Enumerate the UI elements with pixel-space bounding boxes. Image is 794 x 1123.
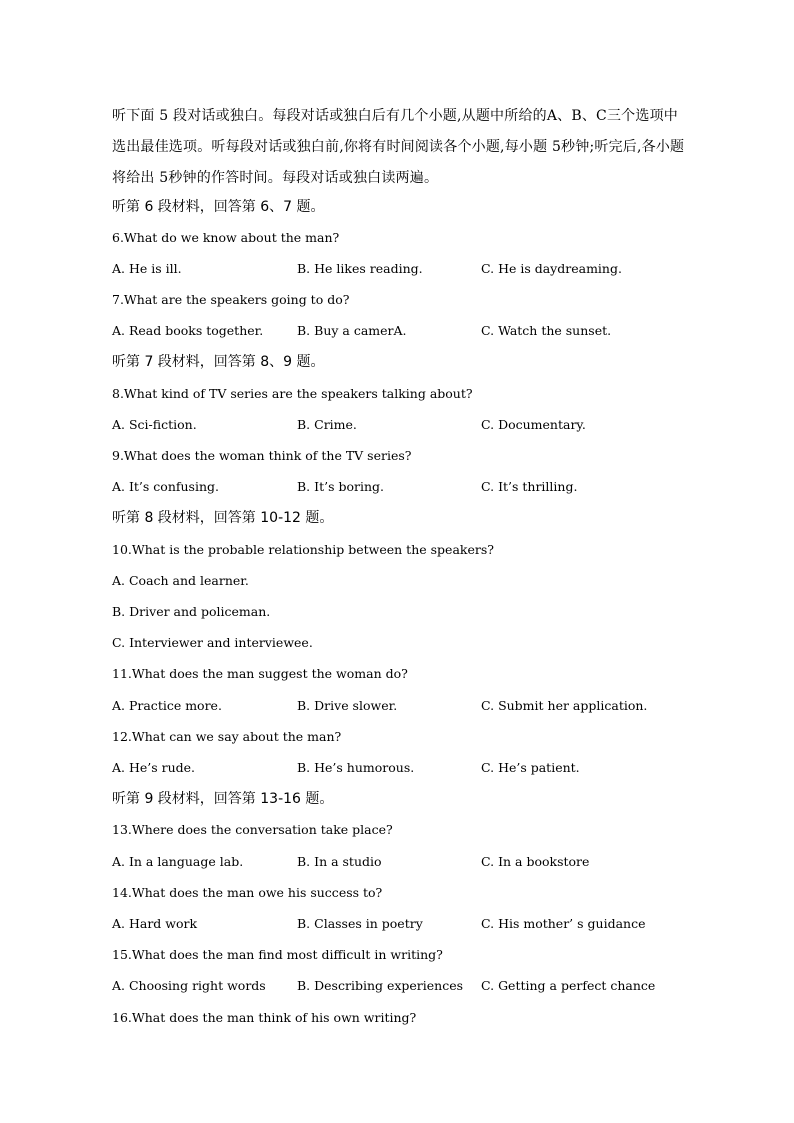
question-16-stem: 16.What does the man think of his own writing? [112, 1010, 417, 1025]
option-b: B. Crime. [297, 417, 357, 432]
question-14-stem: 14.What does the man owe his success to? [112, 885, 383, 900]
question-9-options [112, 477, 712, 497]
option-b: B. Buy a camerA. [297, 323, 407, 338]
section-heading-9: 听第 9 段材料，回答第 13-16 题。 [112, 791, 334, 807]
option-c: C. In a bookstore [481, 854, 590, 869]
section-heading-7: 听第 7 段材料，回答第 8、9 题。 [112, 354, 325, 370]
option-c: C. He’s patient. [481, 760, 580, 775]
question-12-options [112, 758, 712, 778]
question-10-stem: 10.What is the probable relationship between the speakers? [112, 542, 494, 557]
option-a: A. In a language lab. [112, 854, 244, 869]
question-11-options [112, 696, 712, 716]
question-7-options [112, 321, 712, 341]
question-10-option-a: A. Coach and learner. [112, 573, 249, 588]
option-c: C. Getting a perfect chance [481, 978, 656, 993]
option-c: C. Submit her application. [481, 698, 648, 713]
question-6-stem: 6.What do we know about the man? [112, 230, 340, 245]
question-10-option-b: B. Driver and policeman. [112, 604, 271, 619]
option-c: C. His mother’ s guidance [481, 916, 646, 931]
question-13-stem: 13.Where does the conversation take place? [112, 822, 393, 837]
option-a: A. It’s confusing. [112, 479, 219, 494]
question-14-options [112, 914, 712, 934]
question-13-options [112, 852, 712, 872]
option-a: A. Hard work [112, 916, 198, 931]
option-b: B. It’s boring. [297, 479, 384, 494]
question-15-stem: 15.What does the man find most difficult in writing? [112, 947, 443, 962]
option-a: A. He is ill. [112, 261, 182, 276]
question-8-options [112, 415, 712, 435]
question-15-options [112, 976, 712, 996]
option-c: C. Documentary. [481, 417, 586, 432]
option-b: B. He likes reading. [297, 261, 423, 276]
instructions-paragraph: 听下面 5 段对话或独白。每段对话或独白后有几个小题,从题中所给的A、B、C三个选项中选出最佳选项。听每段对话或独白前,你将有时间阅读各个小题,每小题 5秒钟;听完后,各小题将给出 5秒钟的作答时间。每段对话或独白读两遍。 [112, 108, 685, 186]
option-a: A. Practice more. [112, 698, 222, 713]
option-a: A. Read books together. [112, 323, 264, 338]
question-7-stem: 7.What are the speakers going to do? [112, 292, 350, 307]
section-heading-6: 听第 6 段材料，回答第 6、7 题。 [112, 199, 325, 215]
option-b: B. Classes in poetry [297, 916, 423, 931]
option-b: B. Drive slower. [297, 698, 398, 713]
question-11-stem: 11.What does the man suggest the woman do? [112, 666, 408, 681]
option-c: C. It’s thrilling. [481, 479, 578, 494]
option-a: A. Sci-fiction. [112, 417, 197, 432]
option-b: B. He’s humorous. [297, 760, 415, 775]
question-9-stem: 9.What does the woman think of the TV series? [112, 448, 412, 463]
option-c: C. He is daydreaming. [481, 261, 622, 276]
option-a: A. Choosing right words [112, 978, 266, 993]
option-c: C. Watch the sunset. [481, 323, 612, 338]
question-8-stem: 8.What kind of TV series are the speakers talking about? [112, 386, 473, 401]
question-10-option-c: C. Interviewer and interviewee. [112, 635, 313, 650]
question-6-options [112, 259, 712, 279]
option-a: A. He’s rude. [112, 760, 196, 775]
option-b: B. In a studio [297, 854, 382, 869]
question-12-stem: 12.What can we say about the man? [112, 729, 342, 744]
section-heading-8: 听第 8 段材料，回答第 10-12 题。 [112, 510, 334, 526]
option-b: B. Describing experiences [297, 978, 464, 993]
